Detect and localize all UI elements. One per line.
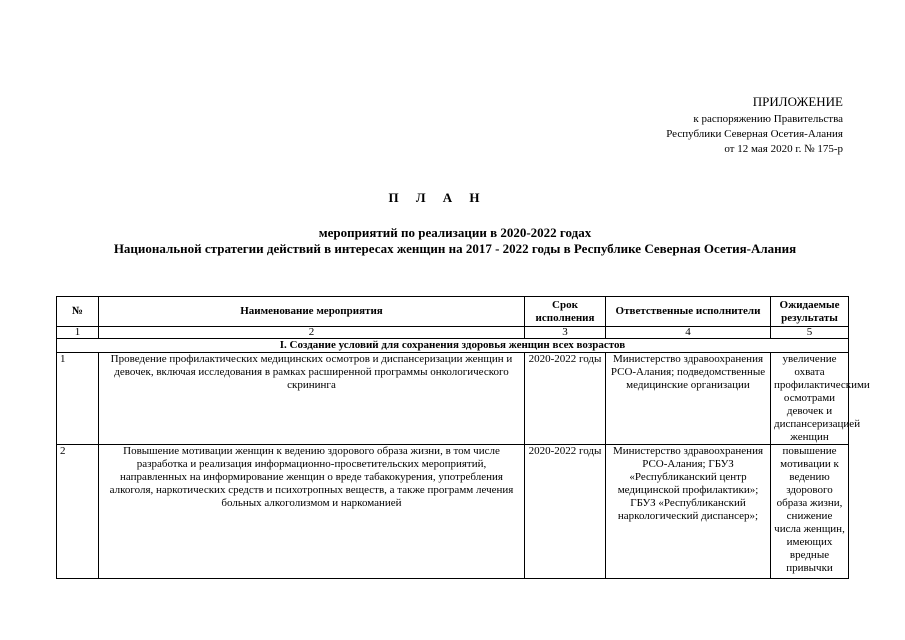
row-name: Повышение мотивации женщин к ведению здорового образа жизни, в том числе разработка и реализация информационно-просветительских мероприятий, направленных на информирование женщин о вреде табакокурения, употребления алкоголя, наркотических средств и психотропных веществ, а также программ лечения больных алкоголизмом и наркоманией <box>99 445 525 579</box>
row-result: повышение мотивации к ведению здорового образа жизни, снижение числа женщин, имеющих вредные привычки <box>771 445 849 579</box>
column-number: 2 <box>99 327 525 339</box>
header-num: № <box>57 297 99 327</box>
header-result: Ожидаемые результаты <box>771 297 849 327</box>
section-heading: I. Создание условий для сохранения здоровья женщин всех возрастов <box>57 339 849 353</box>
section-row <box>57 339 849 353</box>
row-result: увеличение охвата профилактическими осмотрами девочек и диспансеризацией женщин <box>771 353 849 445</box>
row-num: 1 <box>57 353 99 445</box>
row-num: 2 <box>57 445 99 579</box>
column-number: 1 <box>57 327 99 339</box>
header-name: Наименование мероприятия <box>99 297 525 327</box>
table-row <box>57 445 849 579</box>
appendix-line-3: от 12 мая 2020 г. № 175-р <box>724 143 843 155</box>
header-resp: Ответственные исполнители <box>606 297 771 327</box>
table-header-row <box>57 297 849 327</box>
plan-subtitle <box>80 225 830 257</box>
column-number: 4 <box>606 327 771 339</box>
plan-subtitle-line-2: Национальной стратегии действий в интересах женщин на 2017 - 2022 годы в Республике Северная Осетия-Алания <box>113 241 797 256</box>
plan-subtitle-line-1: мероприятий по реализации в 2020-2022 годах <box>318 225 592 240</box>
table-row <box>57 353 849 445</box>
header-term: Срок исполнения <box>525 297 606 327</box>
column-number-row <box>57 327 849 339</box>
column-number: 3 <box>525 327 606 339</box>
row-term: 2020-2022 годы <box>525 353 606 445</box>
appendix-block <box>666 94 843 157</box>
row-name: Проведение профилактических медицинских осмотров и диспансеризации женщин и девочек, включая исследования в рамках расширенной программы онкологического скрининга <box>99 353 525 445</box>
appendix-line-2: Республики Северная Осетия-Алания <box>666 128 843 140</box>
plan-title: П Л А Н <box>388 190 487 205</box>
row-term: 2020-2022 годы <box>525 445 606 579</box>
appendix-line-1: к распоряжению Правительства <box>693 113 843 125</box>
row-resp: Министерство здравоохранения РСО-Алания; подведомственные медицинские организации <box>606 353 771 445</box>
column-number: 5 <box>771 327 849 339</box>
row-resp: Министерство здравоохранения РСО-Алания; ГБУЗ «Республиканский центр медицинской профилактики»; ГБУЗ «Республиканский наркологический диспансер»; <box>606 445 771 579</box>
plan-table <box>56 296 870 579</box>
appendix-heading: ПРИЛОЖЕНИЕ <box>752 94 843 109</box>
